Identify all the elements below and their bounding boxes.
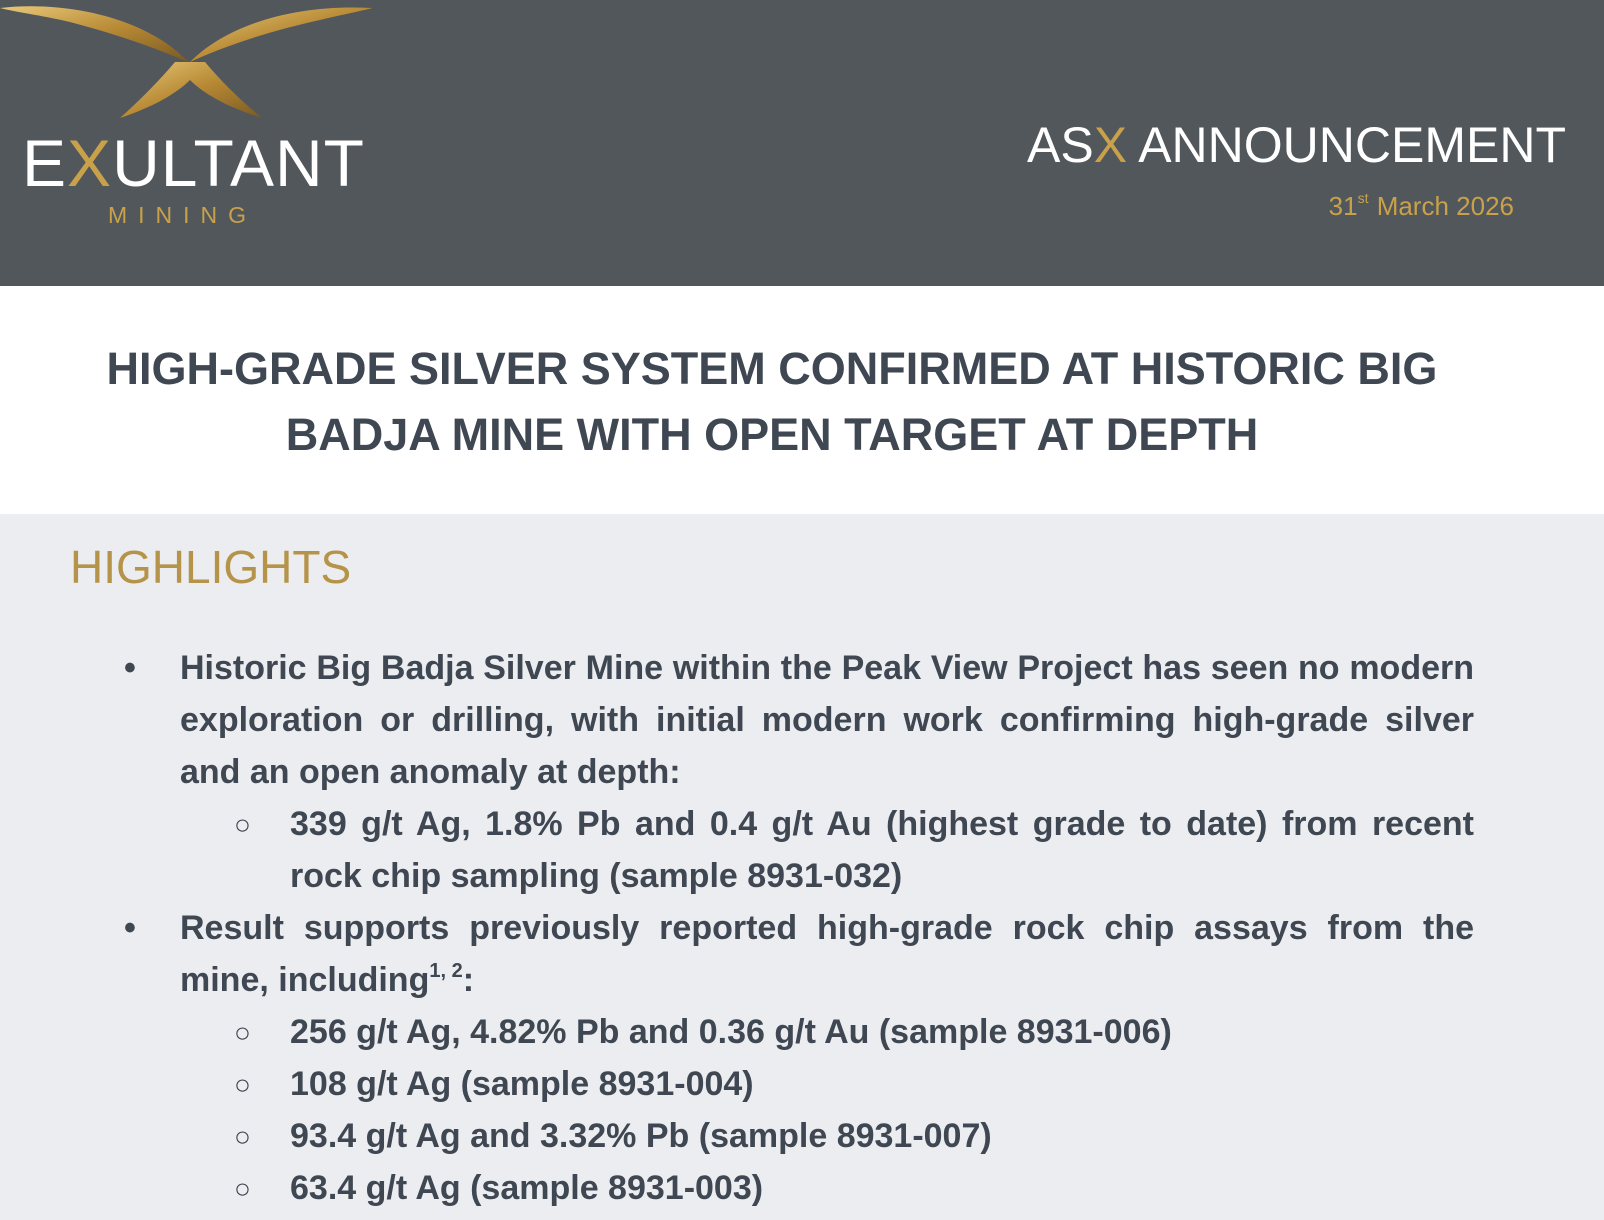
exultant-bird-logo-icon — [0, 0, 380, 130]
highlight-sub-bullet-2-3: ○ 93.4 g/t Ag and 3.32% Pb (sample 8931-007) — [290, 1110, 1474, 1162]
highlight-sub-bullet-2-2: ○ 108 g/t Ag (sample 8931-004) — [290, 1058, 1474, 1110]
highlight-bullet-1: • Historic Big Badja Silver Mine within the Peak View Project has seen no modern exploration or drilling, with initial modern work confirming high-grade silver and an open anomaly at depth: — [180, 642, 1474, 798]
asx-prefix: AS — [1027, 117, 1094, 173]
logo-word-prefix: E — [22, 126, 68, 200]
highlight-sub-bullet-2-4: ○ 63.4 g/t Ag (sample 8931-003) — [290, 1162, 1474, 1214]
date-suffix: st — [1357, 190, 1369, 206]
date-day: 31 — [1328, 191, 1358, 221]
exultant-wordmark — [22, 126, 365, 200]
title-line-1: HIGH-GRADE SILVER SYSTEM CONFIRMED AT HISTORIC BIG — [106, 343, 1438, 394]
page-title — [60, 336, 1484, 468]
title-band — [0, 286, 1604, 514]
asx-suffix: ANNOUNCEMENT — [1127, 117, 1566, 173]
title-line-2: BADJA MINE WITH OPEN TARGET AT DEPTH — [285, 409, 1259, 460]
highlights-list — [0, 642, 1604, 1214]
highlight-sub-bullet-2-1: ○ 256 g/t Ag, 4.82% Pb and 0.36 g/t Au (sample 8931-006) — [290, 1006, 1474, 1058]
bullet-2-colon: : — [462, 961, 475, 999]
logo-subtitle: MINING — [108, 202, 258, 228]
asx-x: X — [1093, 117, 1128, 173]
highlight-sub-bullet-1-1: ○ 339 g/t Ag, 1.8% Pb and 0.4 g/t Au (highest grade to date) from recent rock chip sampling (sample 8931-032) — [290, 798, 1474, 902]
logo-word-suffix: ULTANT — [112, 126, 365, 200]
header-banner — [0, 0, 1604, 286]
highlights-heading: HIGHLIGHTS — [70, 541, 352, 593]
highlight-bullet-2 — [180, 902, 1474, 1006]
logo-word-x: X — [67, 126, 113, 200]
announcement-date — [1329, 190, 1514, 222]
date-rest: March 2026 — [1369, 191, 1514, 221]
bullet-2-footnote-ref: 1, 2 — [429, 960, 463, 982]
bullet-2-text: Result supports previously reported high-grade rock chip assays from the mine, including — [180, 909, 1474, 999]
asx-announcement-label — [1027, 116, 1566, 174]
